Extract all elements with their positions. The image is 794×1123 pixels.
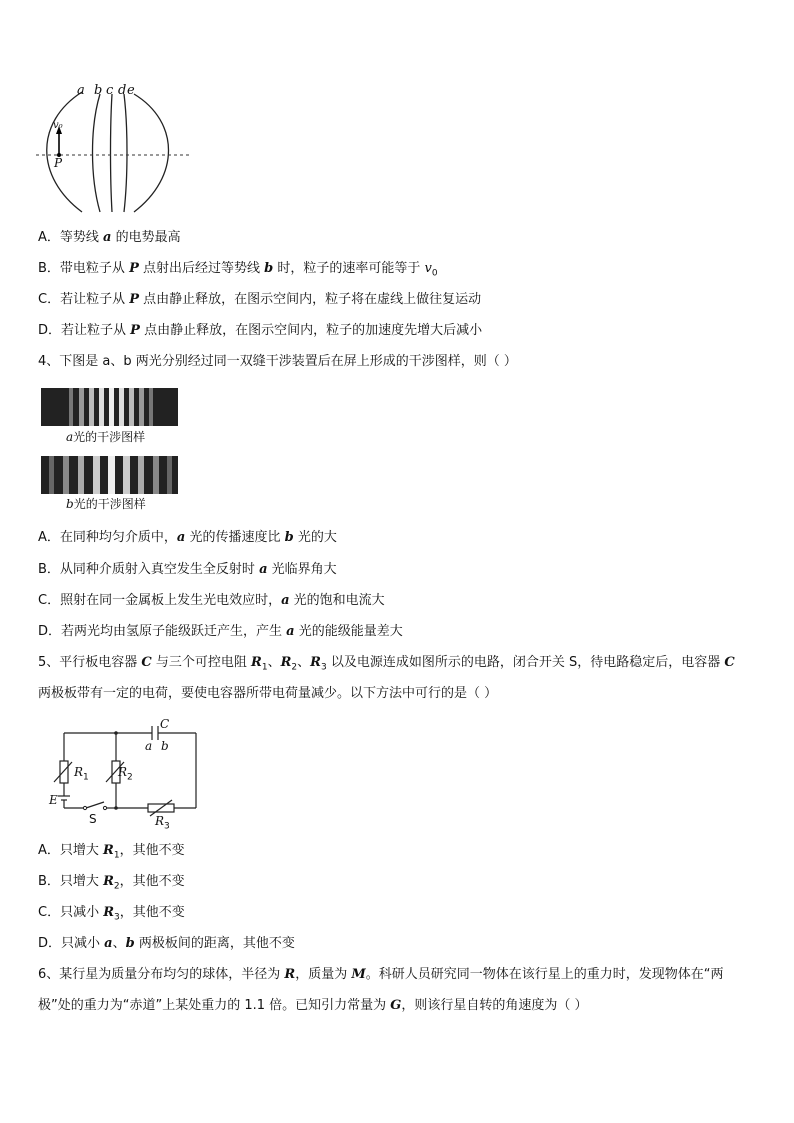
q4-option-a: A．在同种均匀介质中，a 光的传播速度比 b 光的大	[38, 530, 337, 545]
label-p: P	[54, 156, 63, 170]
circuit-label-r3: $R_3$	[155, 814, 170, 832]
circuit-label-s: S	[89, 812, 97, 826]
label-a: a	[77, 83, 85, 98]
label-e: e	[127, 83, 135, 98]
circuit-label-e: E	[49, 793, 58, 807]
q3-option-a: A．等势线 a 的电势最高	[38, 230, 181, 245]
q3-option-b: B．带电粒子从 P 点射出后经过等势线 b 时，粒子的速率可能等于 $v_0$	[38, 261, 438, 279]
q4-option-b: B．从同种介质射入真空发生全反射时 a 光临界角大	[38, 562, 337, 577]
q6-stem-line1: 6、某行星为质量分布均匀的球体，半径为 R，质量为 M。科研人员研究同一物体在该行星上的重力时，发现物体在“两	[38, 967, 724, 982]
interference-pattern-b	[41, 456, 178, 494]
circuit-label-b: b	[161, 739, 169, 753]
circuit-label-c: C	[160, 717, 170, 731]
circuit-label-r1: $R_1$	[74, 765, 89, 783]
caption-a: a光的干涉图样	[66, 430, 146, 444]
q5-option-d: D．只减小 a、b 两极板间的距离，其他不变	[38, 936, 295, 951]
equipotential-figure	[30, 82, 200, 217]
interference-pattern-a	[41, 388, 178, 426]
label-v0: v₀	[53, 120, 63, 131]
circuit-label-a: a	[145, 739, 153, 753]
q4-stem: 4、下图是 a、b 两光分别经过同一双缝干涉装置后在屏上形成的干涉图样，则（ ）	[38, 354, 517, 369]
label-c: c	[106, 83, 114, 98]
caption-b: b光的干涉图样	[66, 497, 146, 511]
q5-option-b: B．只增大 $R_2$，其他不变	[38, 874, 185, 892]
q4-option-c: C．照射在同一金属板上发生光电效应时，a 光的饱和电流大	[38, 593, 385, 608]
label-d: d	[118, 83, 127, 98]
q5-stem-line2: 两极板带有一定的电荷，要使电容器所带电荷量减少。以下方法中可行的是（ ）	[38, 686, 498, 701]
q3-option-d: D．若让粒子从 P 点由静止释放，在图示空间内，粒子的加速度先增大后减小	[38, 323, 483, 338]
q6-stem-line2: 极”处的重力为“赤道”上某处重力的 1.1 倍。已知引力常量为 G，则该行星自转的角速度为（ ）	[38, 998, 588, 1013]
q4-option-d: D．若两光均由氢原子能级跃迁产生，产生 a 光的能级能量差大	[38, 624, 403, 639]
q5-stem-line1: 5、平行板电容器 C 与三个可控电阻 $R_1$、$R_2$、$R_3$ 以及电源连成如图所示的电路，闭合开关 S，待电路稳定后，电容器 C	[38, 655, 735, 673]
q3-option-c: C．若让粒子从 P 点由静止释放，在图示空间内，粒子将在虚线上做往复运动	[38, 292, 482, 307]
q5-option-c: C．只减小 $R_3$，其他不变	[38, 905, 185, 923]
circuit-label-r2: $R_2$	[118, 765, 133, 783]
q5-option-a: A．只增大 $R_1$，其他不变	[38, 843, 185, 861]
label-b: b	[94, 83, 103, 98]
